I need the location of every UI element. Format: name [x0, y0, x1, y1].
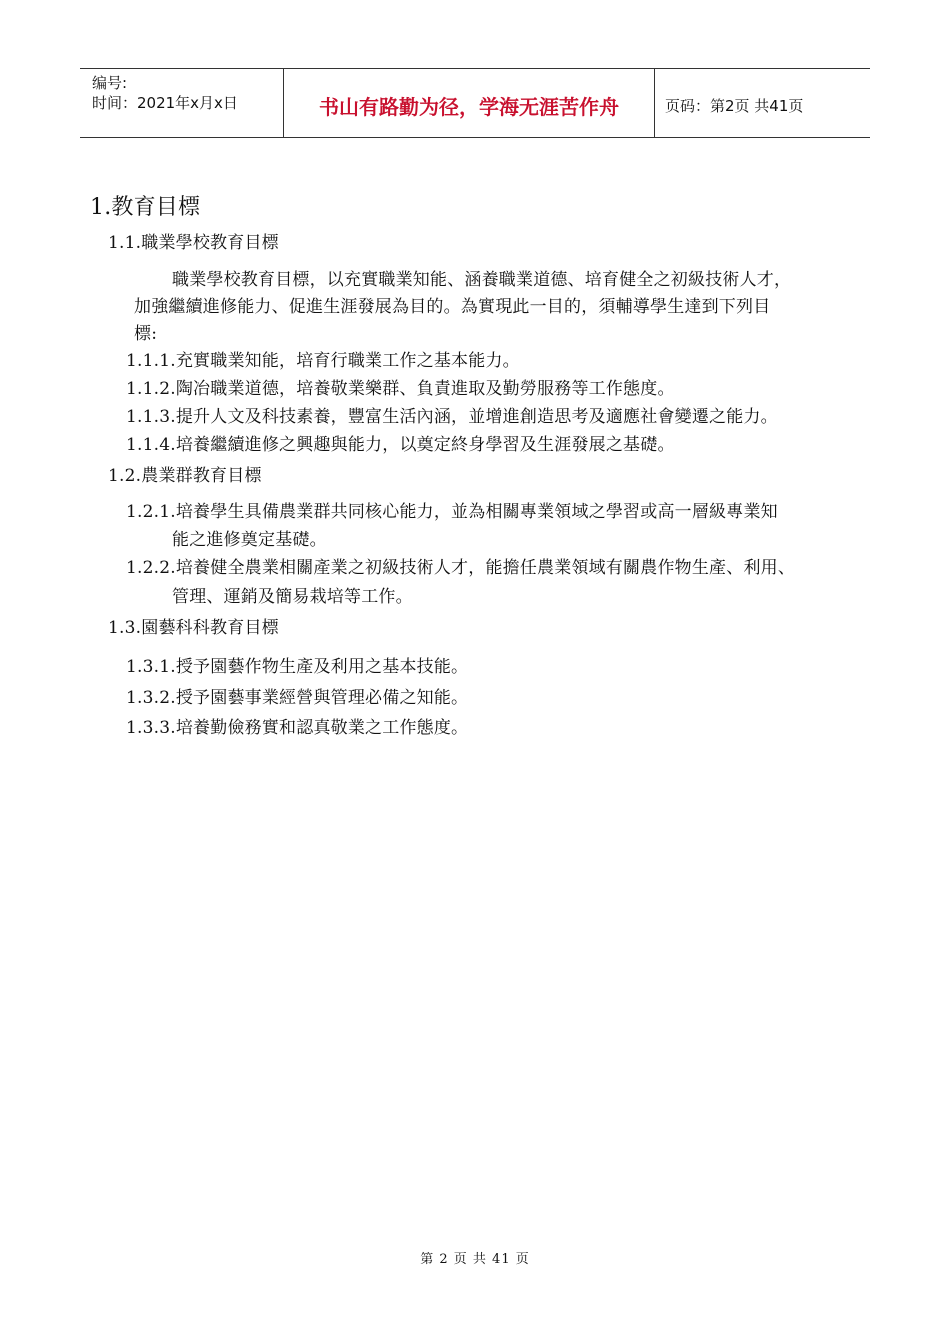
list-item-1-1-1: 1.1.1.充實職業知能，培育行職業工作之基本能力。 — [126, 351, 520, 371]
page-header — [80, 68, 870, 138]
list-item-1-2-2-line-1: 1.2.2.培養健全農業相關產業之初級技術人才，能擔任農業領域有關農作物生產、利用、 — [126, 558, 796, 578]
section-1-1-paragraph-line-3: 標: — [134, 324, 158, 344]
header-page-info: 页码：第2页 共41页 — [665, 97, 804, 115]
header-motto: 书山有路勤为径，学海无涯苦作舟 — [283, 69, 655, 137]
document-number-label: 编号: — [92, 74, 128, 92]
section-1-2-title: 1.2.農業群教育目標 — [108, 466, 262, 486]
list-item-1-3-2: 1.3.2.授予園藝事業經營與管理必備之知能。 — [126, 688, 469, 708]
page-footer: 第 2 页 共 41 页 — [420, 1252, 530, 1267]
list-item-1-1-4: 1.1.4.培養繼續進修之興趣與能力，以奠定終身學習及生涯發展之基礎。 — [126, 435, 675, 455]
section-1-3-title: 1.3.園藝科科教育目標 — [108, 618, 279, 638]
section-1-1-title: 1.1.職業學校教育目標 — [108, 233, 279, 253]
list-item-1-1-2: 1.1.2.陶冶職業道德，培養敬業樂群、負責進取及勤勞服務等工作態度。 — [126, 379, 675, 399]
header-meta — [80, 69, 283, 137]
list-item-1-2-2-line-2: 管理、運銷及簡易栽培等工作。 — [172, 587, 413, 607]
list-item-1-2-1-line-2: 能之進修奠定基礎。 — [172, 530, 327, 550]
list-item-1-2-1-line-1: 1.2.1.培養學生具備農業群共同核心能力，並為相關專業領域之學習或高一層級專業知 — [126, 502, 778, 522]
document-time-label: 时间：2021年x月x日 — [92, 94, 238, 112]
heading-1: 1.教育目標 — [90, 195, 201, 220]
section-1-1-paragraph-line-2: 加強繼續進修能力、促進生涯發展為目的。為實現此一目的，須輔導學生達到下列目 — [134, 297, 771, 317]
list-item-1-1-3: 1.1.3.提升人文及科技素養，豐富生活內涵，並增進創造思考及適應社會變遷之能力。 — [126, 407, 778, 427]
list-item-1-3-1: 1.3.1.授予園藝作物生產及利用之基本技能。 — [126, 657, 469, 677]
list-item-1-3-3: 1.3.3.培養勤儉務實和認真敬業之工作態度。 — [126, 718, 469, 738]
section-1-1-paragraph-line-1: 職業學校教育目標，以充實職業知能、涵養職業道德、培育健全之初級技術人才， — [172, 270, 792, 290]
